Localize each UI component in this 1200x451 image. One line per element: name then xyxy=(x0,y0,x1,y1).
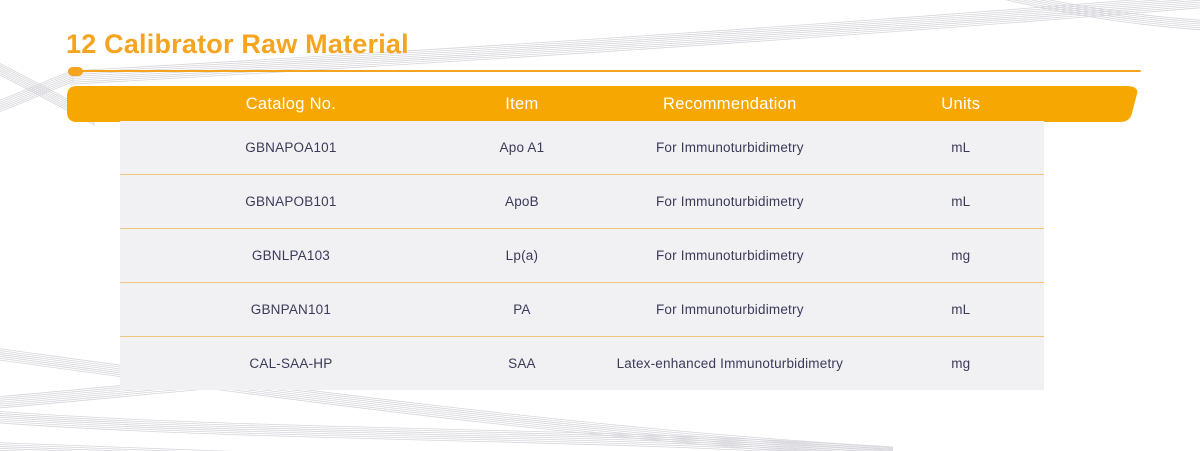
table-row xyxy=(120,282,1044,336)
cell-item: SAA xyxy=(508,356,536,371)
cell-catalog-no: GBNAPOA101 xyxy=(245,140,337,155)
cell-item: PA xyxy=(513,302,531,317)
table-header-row xyxy=(120,86,1044,122)
title-underline xyxy=(68,70,1141,72)
cell-recommendation: For Immunoturbidimetry xyxy=(655,140,804,155)
cell-catalog-no: GBNPAN101 xyxy=(250,302,332,317)
cell-item: Apo A1 xyxy=(499,140,545,155)
cell-recommendation: For Immunoturbidimetry xyxy=(655,248,804,263)
column-header-item: Item xyxy=(505,94,539,113)
page-title: 12 Calibrator Raw Material xyxy=(66,29,409,59)
title-bullet-dot xyxy=(68,67,83,76)
cell-units: mL xyxy=(951,140,971,155)
cell-catalog-no: CAL-SAA-HP xyxy=(249,356,333,371)
cell-recommendation: Latex-enhanced Immunoturbidimetry xyxy=(616,356,844,371)
table-row xyxy=(120,174,1044,228)
cell-catalog-no: GBNAPOB101 xyxy=(245,194,337,209)
cell-item: ApoB xyxy=(505,194,539,209)
column-header-catalog-no: Catalog No. xyxy=(245,94,337,113)
cell-units: mg xyxy=(951,356,971,371)
table-row xyxy=(120,121,1044,174)
table-row xyxy=(120,336,1044,390)
cell-item: Lp(a) xyxy=(505,248,539,263)
column-header-units: Units xyxy=(941,94,981,113)
cell-recommendation: For Immunoturbidimetry xyxy=(655,194,804,209)
cell-units: mL xyxy=(951,302,971,317)
cell-recommendation: For Immunoturbidimetry xyxy=(655,302,804,317)
table-row xyxy=(120,228,1044,282)
cell-units: mL xyxy=(951,194,971,209)
column-header-recommendation: Recommendation xyxy=(663,94,797,113)
cell-catalog-no: GBNLPA103 xyxy=(251,248,330,263)
calibrator-table xyxy=(120,121,1044,390)
cell-units: mg xyxy=(951,248,971,263)
